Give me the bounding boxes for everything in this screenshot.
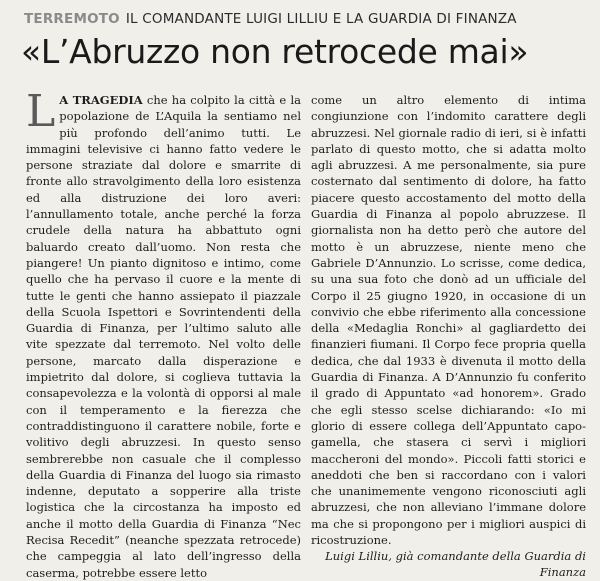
article-body: [26, 92, 586, 581]
article-column-2: [311, 92, 586, 581]
column-1-text: che ha colpito la città e la popolazione de L’Aquila la sentiamo nel più profondo dell’animo tutti. Le immagini televisive ci hanno fatto vedere le persone straziate dal dolore e smarrite di fronte allo stravolgimento della loro esistenza ed alla distruzione dei loro averi: l’annullamento totale, anche perché la forza crudele della natura ha abbattuto ogni baluardo creato dall’uomo. Non resta che piangere! Un pianto dignitoso e intimo, come quello che ha pervaso il cuore e la mente di tutte le genti che hanno assiepato il piazzale della Scuola Ispettori e Sovrintendenti della Guardia di Finanza, per l’ultimo saluto alle vite spezzate dal terremoto. Nel volto delle persone, marcato dalla disperazione e impietrito dal dolore, si coglieva tuttavia la consapevolezza e la volontà di opporsi al male con il temperamento e la fierezza che contraddistinguono il carattere nobile, forte e volitivo degli abruzzesi. In questo senso sembrerebbe non casuale che il complesso della Guardia di Finanza del luogo sia rimasto indenne, deputato a sopperire alla triste logistica che la circostanza ha imposto ed anche il motto della Guardia di Finanza “Nec Recisa Recedit” (neanche spezzata retrocede) che campeggia al lato dell’ingresso della caserma, potrebbe essere letto: [26, 93, 301, 580]
article-column-1: [26, 92, 301, 581]
column-2-text: come un altro elemento di intima congiunzione con l’indomito carattere degli abruzzesi. Nel giornale radio di ieri, si è infatti parlato di questo motto, che si adatta molto agli abruzzesi. A me personalmente, sia pure costernato dal sentimento di dolore, ha fatto piacere questo accostamento del motto della Guardia di Finanza al popolo abruzzese. Il giornalista non ha detto però che autore del motto è un abruzzese, niente meno che Gabriele D’Annunzio. Lo scrisse, come dedica, su una sua foto che donò ad un ufficiale del Corpo il 25 giugno 1920, in occasione di un convivio che ebbe riferimento alla concessione della «Medaglia Ronchi» al gagliardetto dei finanzieri fiumani. Il Corpo fece propria quella dedica, che dal 1933 è divenuta il motto della Guardia di Finanza. A D’Annunzio fu conferito il grado di Appuntato «ad honorem». Grado che egli stesso scelse dichiarando: «Io mi glorio di essere collega dell’Appuntato capo-gamella, che stasera ci servì i migliori maccheroni del mondo». Piccoli fatti storici e aneddoti che ben si raccordano con i valori che unanimemente vengono riconosciuti agli abruzzesi, che non alleviano l’immane dolore ma che si propongono per i migliori auspici di ricostruzione.: [311, 93, 586, 548]
article-paragraph-1: [26, 92, 301, 581]
drop-cap: L: [26, 92, 56, 137]
author-signature: Luigi Lilliu, già comandante della Guardia di Finanza: [325, 549, 586, 580]
section-tag: TERREMOTO: [24, 11, 120, 27]
kicker-title: IL COMANDANTE LUIGI LILLIU E LA GUARDIA DI FINANZA: [125, 11, 517, 27]
headline: «L’Abruzzo non retrocede mai»: [21, 32, 529, 71]
kicker-line: [24, 10, 590, 28]
lead-words: A TRAGEDIA: [59, 93, 143, 107]
